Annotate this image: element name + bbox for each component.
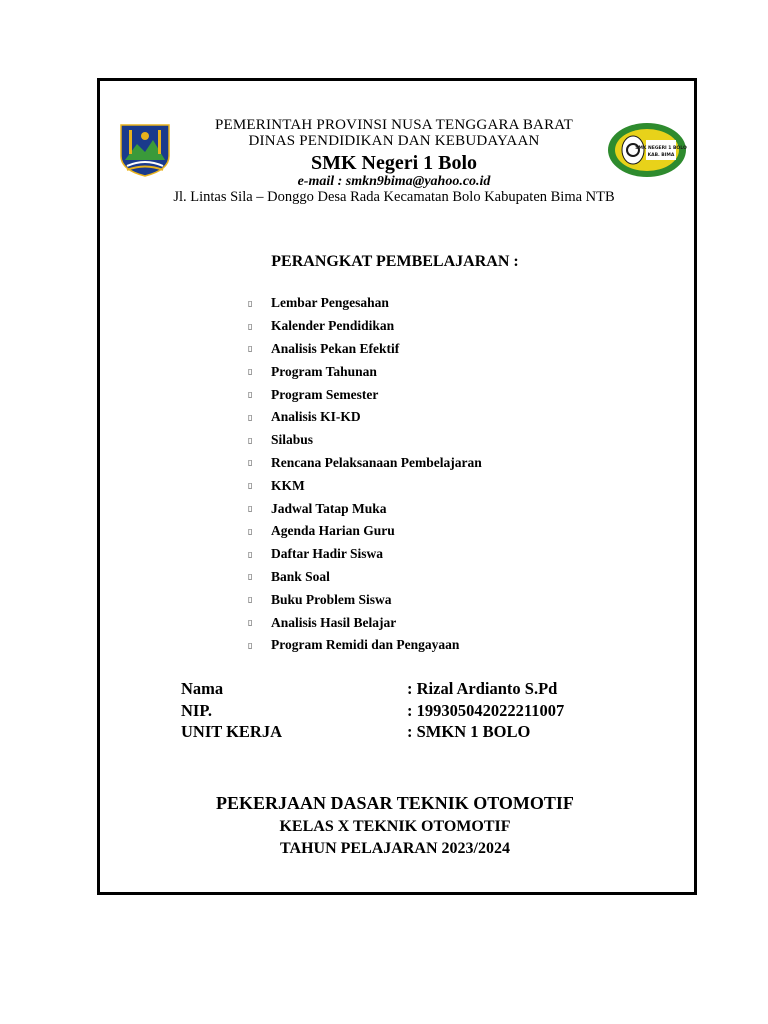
list-item [248,520,482,543]
list-item-label: Analisis Hasil Belajar [271,614,397,630]
school-name: SMK Negeri 1 Bolo [310,152,478,174]
bullet-icon: ▯ [248,412,253,422]
bullet-icon: ▯ [248,390,253,400]
list-item-label: Analisis KI-KD [271,409,361,425]
info-label: UNIT KERJA [181,722,283,741]
info-label: Nama [181,679,224,698]
list-item-label: KKM [271,477,305,493]
info-label: NIP. [181,700,213,720]
section-title: PERANGKAT PEMBELAJARAN : [271,253,519,270]
bullet-icon: ▯ [248,595,253,605]
header-department: DINAS PENDIDIKAN DAN KEBUDAYAAN [248,133,540,149]
list-item [248,383,482,406]
info-row [181,701,564,723]
bullet-icon: ▯ [248,618,253,628]
bullet-icon: ▯ [248,344,253,354]
teacher-info [181,679,564,744]
header-government: PEMERINTAH PROVINSI NUSA TENGGARA BARAT [214,117,574,133]
list-item [248,292,482,315]
bullet-icon: ▯ [248,549,253,559]
list-item [248,360,482,383]
info-row [181,679,564,701]
list-item-label: Jadwal Tatap Muka [271,500,387,516]
list-item-label: Lembar Pengesahan [271,295,389,311]
list-item-label: Analisis Pekan Efektif [271,340,400,356]
list-item-label: Daftar Hadir Siswa [271,546,384,562]
info-value: : SMKN 1 BOLO [407,722,531,741]
list-item [248,429,482,452]
bullet-icon: ▯ [248,321,253,331]
school-email: e-mail : smkn9bima@yahoo.co.id [297,174,491,189]
svg-text:SMK NEGERI 1 BOLO: SMK NEGERI 1 BOLO [635,146,687,151]
list-item [248,406,482,429]
list-item [248,338,482,361]
subject-title: PEKERJAAN DASAR TEKNIK OTOMOTIF [216,793,574,813]
academic-year: TAHUN PELAJARAN 2023/2024 [280,840,510,857]
list-item [248,452,482,475]
bullet-icon: ▯ [248,504,253,514]
list-item-label: Rencana Pelaksanaan Pembelajaran [271,454,482,470]
info-value: : Rizal Ardianto S.Pd [407,679,558,698]
list-item [248,634,482,657]
svg-text:KAB. BIMA: KAB. BIMA [647,153,675,158]
list-item-label: Bank Soal [271,568,330,584]
list-item [248,315,482,338]
list-item-label: Agenda Harian Guru [271,523,395,539]
bullet-icon: ▯ [248,640,253,650]
list-item [248,543,482,566]
info-value: : 199305042022211007 [407,700,565,720]
list-item [248,588,482,611]
list-item-label: Program Semester [271,386,379,402]
list-item-label: Buku Problem Siswa [271,591,392,607]
list-item-label: Kalender Pendidikan [271,318,395,334]
school-address: Jl. Lintas Sila – Donggo Desa Rada Kecamatan Bolo Kabupaten Bima NTB [173,189,615,205]
list-item [248,611,482,634]
list-item-label: Program Tahunan [271,363,377,379]
bullet-icon: ▯ [248,458,253,468]
bullet-icon: ▯ [248,572,253,582]
bullet-icon: ▯ [248,435,253,445]
bullet-icon: ▯ [248,526,253,536]
info-row [181,722,564,744]
bullet-icon: ▯ [248,367,253,377]
list-item [248,474,482,497]
bullet-icon: ▯ [248,298,253,308]
list-item-label: Silabus [271,432,314,448]
bullet-icon: ▯ [248,481,253,491]
class-title: KELAS X TEKNIK OTOMOTIF [279,818,511,835]
learning-materials-list [248,292,482,657]
list-item [248,497,482,520]
list-item [248,566,482,589]
list-item-label: Program Remidi dan Pengayaan [271,637,460,653]
